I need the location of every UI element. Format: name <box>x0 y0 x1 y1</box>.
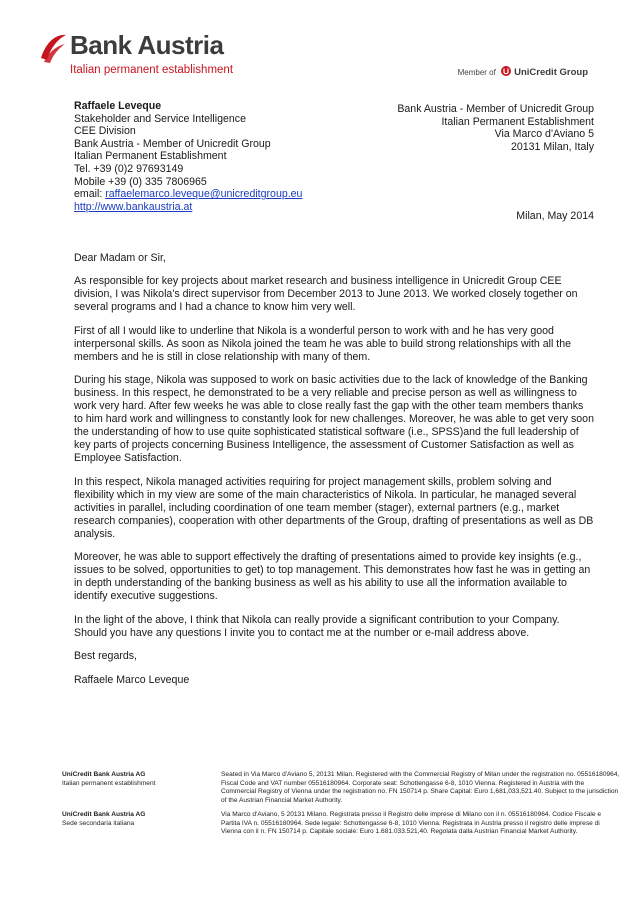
member-label: Member of <box>457 68 496 77</box>
sender-name: Raffaele Leveque <box>74 100 162 112</box>
footer-company: UniCredit Bank Austria AG <box>62 771 146 778</box>
unicredit-member-badge <box>458 66 588 78</box>
footer-subtitle: Sede secondaria italiana <box>62 819 135 827</box>
signature: Raffaele Marco Leveque <box>74 673 190 686</box>
recipient-line: Italian Permanent Establishment <box>441 115 594 128</box>
sender-line: Tel. +39 (0)2 97693149 <box>74 162 184 175</box>
footer-legal-text: Via Marco d'Aviano, 5 20131 Milano. Registrata presso il Registro delle imprese di Milano con il n. 05516180964. Codice Fiscale e Partita IVA n. 05516180964. Sede legale: Schottengasse 6-8, 1010 Vienna. Registrata in Austria presso il registro delle imprese di Vienna con il n. FN 150714 p. Capitale sociale: Euro 1.681.033.521,40. Regolata dalla Austrian Financial Market Authority. <box>221 811 602 836</box>
paragraph: Moreover, he was able to support effectively the drafting of presentations aimed to provide key insights (e.g., issues to be solved, opportunities to get) to top management. This demonstrates how fast he was in getting an in depth understanding of the banking business as well as his ability to use all the information available to identify executive suggestions. <box>74 551 591 602</box>
paragraph: In the light of the above, I think that Nikola can really provide a significant contribution to your Company. Should you have any questions I invite you to contact me at the number or e-mail address above. <box>74 613 560 639</box>
footer-subtitle: Italian permanent establishment <box>62 779 156 787</box>
legal-footer <box>62 771 622 851</box>
logo-name: Bank Austria <box>70 30 224 60</box>
letter-date: Milan, May 2014 <box>516 210 594 222</box>
email-label: email: <box>74 188 106 201</box>
paragraph: As responsible for key projects about market research and business intelligence in Unicredit Group CEE division, I was Nikola's direct supervisor from December 2013 to June 2013. We worked closely together on several programs and I had a chance to know him very well. <box>74 275 578 313</box>
paragraph: In this respect, Nikola managed activities requiring for project management skills, problem solving and flexibility which in my view are some of the main characteristics of Nikola. In particular, he managed several activities in parallel, including coordination of one team member (stager), external partners (e.g., market research companies), cooperation with other departments of the Group, drafting of presentations as well as DB analysis. <box>74 475 594 540</box>
sender-line: Bank Austria - Member of Unicredit Group <box>74 137 271 150</box>
sender-email-row <box>74 188 302 201</box>
sender-line: Stakeholder and Service Intelligence <box>74 112 246 125</box>
footer-row <box>62 811 622 851</box>
member-name: UniCredit Group <box>514 67 588 78</box>
footer-row <box>62 771 622 811</box>
bank-austria-logo-mark-icon <box>38 32 68 64</box>
footer-legal-text: Seated in Via Marco d'Aviano 5, 20131 Milan. Registered with the Commercial Registry of Milan under the registration no. 05516180964, Fiscal Code and VAT number 05516180964. Corporate seat: Schottengasse 6-8, 1010 Vienna. Registered in Austria with the Commercial Registry of Vienna under the registration no. FN 150714 p. Share Capital: Euro 1,681,033,521.40. Subject to the jurisdiction of the Austrian Financial Market Authority. <box>221 771 620 804</box>
footer-company: UniCredit Bank Austria AG <box>62 811 146 818</box>
logo-subtitle: Italian permanent establishment <box>70 64 234 76</box>
unicredit-icon <box>501 66 511 76</box>
sender-block <box>74 100 302 213</box>
recipient-line: 20131 Milan, Italy <box>510 140 594 153</box>
closing: Best regards, <box>74 650 138 662</box>
bank-austria-logo <box>38 28 258 78</box>
sender-line: CEE Division <box>74 125 136 138</box>
sender-line: Mobile +39 (0) 335 7806965 <box>74 175 207 188</box>
recipient-line: Via Marco d'Aviano 5 <box>494 128 594 141</box>
sender-line: Italian Permanent Establishment <box>74 150 227 163</box>
website-link[interactable]: http://www.bankaustria.at <box>74 200 193 213</box>
recipient-line: Bank Austria - Member of Unicredit Group <box>397 103 594 115</box>
email-link[interactable]: raffaelemarco.leveque@unicreditgroup.eu <box>105 188 303 201</box>
paragraph: During his stage, Nikola was supposed to work on basic activities due to the lack of knowledge of the Banking business. In this respect, he demonstrated to be a very reliable and precise person as well as willingness to work very hard. After few weeks he was able to close really fast the gap with the other team members thanks to him hard work and willingness to constantly look for new challenges. Moreover, he was able to get very soon the understanding of how to use quite sophisticated statistical software (i.e., SPSS)and the full leadership of key parts of projects concerning Business Intelligence, the assessment of Customer Satisfaction as well as Employee Satisfaction. <box>74 374 594 464</box>
greeting: Dear Madam or Sir, <box>74 252 166 264</box>
letter-body <box>74 252 594 697</box>
recipient-block <box>397 103 594 153</box>
paragraph: First of all I would like to underline that Nikola is a wonderful person to work with and he has very good interpersonal skills. As soon as Nikola joined the team he was able to build strong relationships with all the members and he is still in close relationship with many of them. <box>74 324 572 363</box>
